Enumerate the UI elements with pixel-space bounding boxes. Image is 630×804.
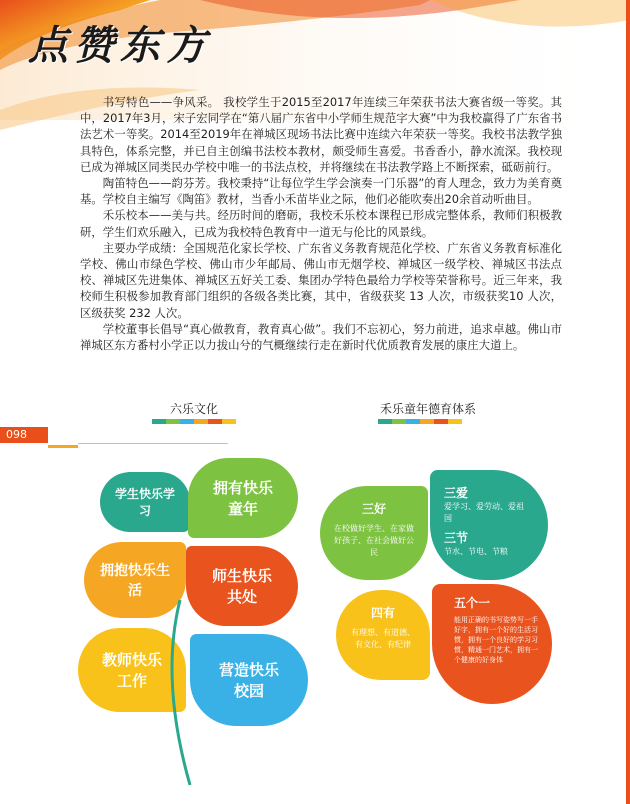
leaf-label: 师生快乐共处 <box>211 567 272 606</box>
leaf-happy-childhood <box>188 458 298 538</box>
six-joy-color-strip <box>152 419 236 424</box>
page-title: 点赞东方 <box>28 22 212 69</box>
petal-four-haves <box>336 590 430 680</box>
petal-text: 在校做好学生、在家做好孩子、在社会做好公民 <box>334 524 414 557</box>
leaf-label: 营造快乐校园 <box>218 661 279 700</box>
stem-decoration <box>150 600 270 790</box>
petal-title: 四有 <box>370 606 395 620</box>
petal-text: 有理想、有道德、有文化、有纪律 <box>351 628 415 649</box>
paragraph: 主要办学成绩：全国规范化家长学校、广东省义务教育规范化学校、广东省义务教育标准化学校、佛山市绿色学校、佛山市少年邮局、佛山市无烟学校、禅城区一级学校、禅城区书法点校、禅城区先进集体、禅城区五好关工委、集团办学特色最给力学校等荣誉称号。近三年来，我校师生积极参加教育部门组织的各级各类比赛，其中，省级获奖 13 人次，市级获奖10 人次，区级获奖 232 人次。 <box>80 240 562 320</box>
page-number: 098 <box>0 427 48 443</box>
six-joy-title: 六乐文化 <box>170 402 219 416</box>
moral-system-title: 禾乐童年德育体系 <box>380 402 477 416</box>
petal-title: 五个一 <box>454 596 491 610</box>
paragraph: 学校董事长倡导“真心做教育，教育真心做”。我们不忘初心，努力前进，追求卓越。佛山市禅城区东方番村小学正以力拔山兮的气概继续行走在新时代优质教育发展的康庄大道上。 <box>80 321 562 353</box>
leaf-label: 拥有快乐童年 <box>212 479 273 518</box>
paragraph: 禾乐校本——美与共。经历时间的磨砺，我校禾乐校本课程已形成完整体系，教师们积极教研，学生们欢乐融入，已成为我校特色教育中一道无与伦比的风景线。 <box>80 208 562 239</box>
page-number-bar <box>48 433 248 436</box>
petal-title: 三好 <box>361 502 386 516</box>
moral-system-color-strip <box>378 419 462 424</box>
petal-title: 三节 <box>444 531 469 545</box>
leaf-label: 学生快乐学习 <box>115 487 176 518</box>
petal-title: 三爱 <box>444 486 469 500</box>
petal-three-loves <box>430 470 548 580</box>
petal-text: 能用正确的书写姿势写一手好字，拥有一个好的生活习惯，拥有一个良好的学习习惯，精通一门艺术，拥有一个健康的好身体 <box>454 616 538 664</box>
petal-text: 节水、节电、节粮 <box>444 547 508 556</box>
leaf-student-happy-learning <box>100 472 190 532</box>
paragraph: 陶笛特色——韵芬芳。我校秉持“让每位学生学会演奏一门乐器”的育人理念，致力为美育奠基。学校自主编写《陶笛》教材，当香小禾苗毕业之际，他们必能吹奏出20余首动听曲目。 <box>80 176 562 207</box>
petal-five-ones <box>432 584 552 704</box>
petal-text: 爱学习、爱劳动、爱祖国 <box>444 502 524 523</box>
petal-three-goods <box>320 486 428 580</box>
paragraph: 书写特色——争风采。 我校学生于2015至2017年连续三年荣获书法大赛省级一等奖。其中，2017年3月，宋子宏同学在“第八届广东省中小学师生规范字大赛”中为我校赢得了广东省书法艺术一等奖。2014至2019年在禅城区现场书法比赛中连续六年荣获一等奖。我校书法教学独具特色，体系完整，并已自主创编书法校本教材，颇受师生喜爱。书香香小，静水流深。我校现已成为禅城区同类民办学校中唯一的书法点校，并将继续在书法教学路上不断探索，砥砺前行。 <box>80 95 562 174</box>
article-body <box>80 94 562 353</box>
leaf-label: 拥抱快乐生活 <box>100 563 170 599</box>
leaf-label: 教师快乐工作 <box>101 651 162 690</box>
page-edge-bar <box>626 0 630 804</box>
